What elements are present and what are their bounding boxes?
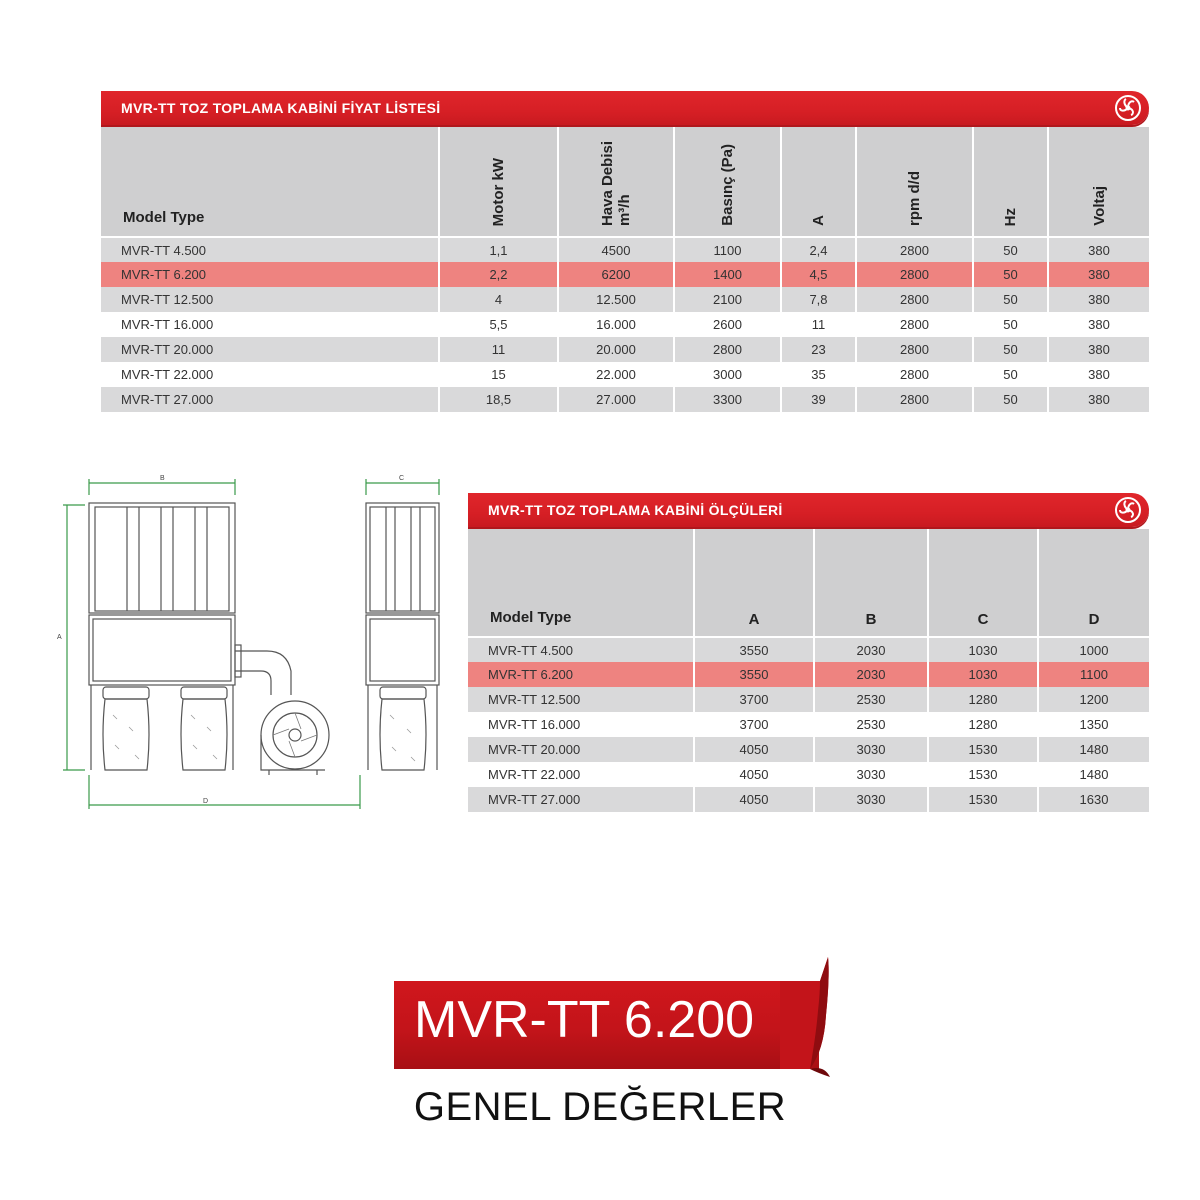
cell-c: 1530 (928, 762, 1038, 787)
cell-basinc: 1400 (674, 262, 781, 287)
cell-a: 4050 (694, 762, 814, 787)
cell-d: 1100 (1038, 662, 1149, 687)
cell-a: 4,5 (781, 262, 856, 287)
price-row (101, 337, 1149, 362)
cell-model: MVR-TT 6.200 (468, 662, 694, 687)
cell-motor: 1,1 (439, 237, 558, 262)
cell-motor: 15 (439, 362, 558, 387)
dim-header-a: A (694, 529, 814, 637)
banner-curl (780, 955, 840, 1080)
fan-icon (1113, 93, 1143, 123)
header-motor-kw: Motor kW (439, 127, 558, 237)
cell-a: 3550 (694, 662, 814, 687)
cell-c: 1530 (928, 787, 1038, 812)
dimension-label-d: D (203, 798, 209, 805)
dim-row (468, 687, 1149, 712)
dimension-label-c: C (399, 475, 405, 482)
cell-voltaj: 380 (1048, 237, 1149, 262)
cell-b: 2530 (814, 687, 928, 712)
dim-table-title-bar (468, 493, 1149, 527)
cell-model: MVR-TT 22.000 (101, 362, 439, 387)
cell-basinc: 3000 (674, 362, 781, 387)
cell-basinc: 2100 (674, 287, 781, 312)
cell-a: 39 (781, 387, 856, 412)
cell-c: 1280 (928, 712, 1038, 737)
dim-table (468, 529, 1149, 812)
cell-motor: 5,5 (439, 312, 558, 337)
cell-b: 3030 (814, 787, 928, 812)
cell-d: 1350 (1038, 712, 1149, 737)
price-row (101, 312, 1149, 337)
cell-a: 3700 (694, 687, 814, 712)
cell-a: 7,8 (781, 287, 856, 312)
cell-d: 1480 (1038, 762, 1149, 787)
cell-hava: 12.500 (558, 287, 674, 312)
cell-model: MVR-TT 4.500 (101, 237, 439, 262)
cell-c: 1280 (928, 687, 1038, 712)
cell-a: 2,4 (781, 237, 856, 262)
cell-rpm: 2800 (856, 237, 973, 262)
cell-motor: 11 (439, 337, 558, 362)
cell-hava: 6200 (558, 262, 674, 287)
cell-hz: 50 (973, 312, 1048, 337)
header-amper: A (781, 127, 856, 237)
cell-voltaj: 380 (1048, 262, 1149, 287)
cell-motor: 2,2 (439, 262, 558, 287)
price-row (101, 362, 1149, 387)
header-hz: Hz (973, 127, 1048, 237)
cell-motor: 4 (439, 287, 558, 312)
dim-row (468, 737, 1149, 762)
banner-product-name: MVR-TT 6.200 (414, 991, 755, 1049)
dim-row (468, 637, 1149, 662)
dimension-label-b: B (160, 475, 165, 482)
cell-a: 35 (781, 362, 856, 387)
cell-a: 4050 (694, 737, 814, 762)
cell-basinc: 2600 (674, 312, 781, 337)
dimension-label-a: A (57, 634, 62, 641)
cell-rpm: 2800 (856, 287, 973, 312)
cell-hava: 22.000 (558, 362, 674, 387)
cell-d: 1200 (1038, 687, 1149, 712)
cell-b: 3030 (814, 737, 928, 762)
cell-rpm: 2800 (856, 262, 973, 287)
cell-hz: 50 (973, 237, 1048, 262)
cell-d: 1630 (1038, 787, 1149, 812)
cell-model: MVR-TT 20.000 (101, 337, 439, 362)
cell-a: 3550 (694, 637, 814, 662)
header-rpm: rpm d/d (856, 127, 973, 237)
cell-hava: 4500 (558, 237, 674, 262)
banner-subtitle: GENEL DEĞERLER (413, 1085, 787, 1129)
cell-hz: 50 (973, 362, 1048, 387)
cell-b: 2030 (814, 637, 928, 662)
cell-rpm: 2800 (856, 337, 973, 362)
dim-row-highlighted (468, 662, 1149, 687)
dim-header-b: B (814, 529, 928, 637)
dim-header-c: C (928, 529, 1038, 637)
cell-b: 2530 (814, 712, 928, 737)
cell-c: 1030 (928, 637, 1038, 662)
cell-hz: 50 (973, 287, 1048, 312)
dust-collector-drawing (55, 465, 455, 815)
cell-model: MVR-TT 6.200 (101, 262, 439, 287)
cell-b: 3030 (814, 762, 928, 787)
header-basinc: Basınç (Pa) (674, 127, 781, 237)
cell-hava: 27.000 (558, 387, 674, 412)
dim-row (468, 787, 1149, 812)
cell-model: MVR-TT 27.000 (468, 787, 694, 812)
cell-rpm: 2800 (856, 387, 973, 412)
cell-a: 23 (781, 337, 856, 362)
cell-model: MVR-TT 16.000 (101, 312, 439, 337)
header-model-type: Model Type (101, 127, 439, 237)
price-row (101, 287, 1149, 312)
cell-voltaj: 380 (1048, 312, 1149, 337)
cell-a: 4050 (694, 787, 814, 812)
price-row (101, 387, 1149, 412)
cell-model: MVR-TT 22.000 (468, 762, 694, 787)
cell-voltaj: 380 (1048, 337, 1149, 362)
cell-model: MVR-TT 12.500 (468, 687, 694, 712)
cell-hz: 50 (973, 262, 1048, 287)
header-voltaj: Voltaj (1048, 127, 1149, 237)
header-hava-debisi: Hava Debisi m³/h (558, 127, 674, 237)
price-table (101, 127, 1149, 412)
cell-d: 1000 (1038, 637, 1149, 662)
cell-hz: 50 (973, 387, 1048, 412)
dim-header-model-type: Model Type (468, 529, 694, 637)
price-table-title-bar (101, 91, 1149, 125)
cell-d: 1480 (1038, 737, 1149, 762)
dim-table-title: MVR-TT TOZ TOPLAMA KABİNİ ÖLÇÜLERİ (488, 502, 783, 518)
cell-hava: 20.000 (558, 337, 674, 362)
cell-voltaj: 380 (1048, 362, 1149, 387)
price-row-highlighted (101, 262, 1149, 287)
cell-b: 2030 (814, 662, 928, 687)
cell-basinc: 2800 (674, 337, 781, 362)
cell-model: MVR-TT 16.000 (468, 712, 694, 737)
dim-header-d: D (1038, 529, 1149, 637)
cell-hava: 16.000 (558, 312, 674, 337)
cell-voltaj: 380 (1048, 287, 1149, 312)
cell-rpm: 2800 (856, 312, 973, 337)
cell-voltaj: 380 (1048, 387, 1149, 412)
cell-model: MVR-TT 27.000 (101, 387, 439, 412)
cell-motor: 18,5 (439, 387, 558, 412)
fan-icon (1113, 495, 1143, 525)
cell-basinc: 1100 (674, 237, 781, 262)
cell-c: 1030 (928, 662, 1038, 687)
cell-rpm: 2800 (856, 362, 973, 387)
cell-hz: 50 (973, 337, 1048, 362)
dim-row (468, 712, 1149, 737)
cell-c: 1530 (928, 737, 1038, 762)
dim-row (468, 762, 1149, 787)
cell-model: MVR-TT 12.500 (101, 287, 439, 312)
price-row (101, 237, 1149, 262)
cell-model: MVR-TT 20.000 (468, 737, 694, 762)
cell-a: 3700 (694, 712, 814, 737)
cell-model: MVR-TT 4.500 (468, 637, 694, 662)
price-table-title: MVR-TT TOZ TOPLAMA KABİNİ FİYAT LİSTESİ (121, 100, 441, 116)
cell-a: 11 (781, 312, 856, 337)
cell-basinc: 3300 (674, 387, 781, 412)
